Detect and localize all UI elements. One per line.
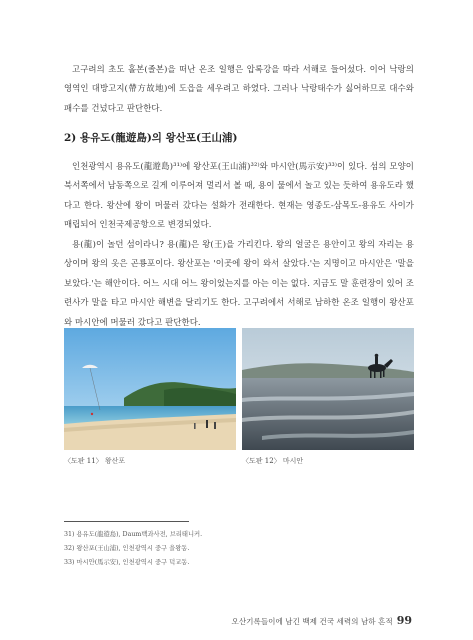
figure-title: 왕산포 bbox=[104, 457, 126, 465]
footnote-31: 31) 용유도(龍遊島), Daum백과사전, 브리태니커. bbox=[64, 531, 203, 538]
paragraph-dragon: 용(龍)이 놀던 섬이라니? 용(龍)은 왕(王)을 가리킨다. 왕의 얼굴은 용안이고 왕의 자리는 용상이며 왕의 옷은 곤룡포이다. 왕산포는 '이곳에 왕이 와서 살았다.'는 지명이고 마시안은 '말을 보았다.'는 해안이다. 어느 시대 어느 왕이었는지를 아는 이는 없다. 지금도 말 훈련장이 있어 조련사가 말을 타고 마시안 해변을 달리기도 한다. 고구려에서 서해로 남하한 온조 일행이 왕산포와 마시안에 머물러 갔다고 판단한다. bbox=[64, 239, 414, 327]
paragraph-intro: 고구려의 초도 홀본(졸본)을 떠난 온조 일행은 압록강을 따라 서해로 들어섰다. 이어 낙랑의 영역인 대방고지(帶方故地)에 도읍을 세우려고 하였다. 그러나 낙랑태수가 싫어하므로 대수와 패수를 건넜다고 판단한다. bbox=[64, 64, 414, 113]
footnote-32: 32) 왕산포(王山浦), 인천광역시 중구 을왕동. bbox=[64, 545, 190, 552]
page-number: 99 bbox=[396, 614, 412, 627]
beach-photo-illustration bbox=[64, 328, 236, 450]
footnote-divider bbox=[64, 521, 189, 522]
figure-number: 〈도판 12〉 bbox=[242, 457, 281, 465]
figure-caption-11 bbox=[64, 456, 125, 466]
figure-caption-12 bbox=[242, 456, 303, 466]
photo-masian bbox=[242, 328, 414, 450]
photo-wangsanpo bbox=[64, 328, 236, 450]
figure-title: 마시안 bbox=[282, 457, 304, 465]
footnote-33: 33) 마시안(馬示安), 인천광역시 중구 덕교동. bbox=[64, 559, 190, 566]
footer-title: 오산기록들이에 남긴 백제 건국 세력의 남하 흔적 bbox=[231, 617, 393, 626]
footnotes bbox=[64, 528, 202, 570]
horse-beach-illustration bbox=[242, 328, 414, 450]
section-heading: 2) 용유도(龍遊島)의 왕산포(王山浦) bbox=[64, 132, 238, 144]
page-footer bbox=[231, 614, 412, 627]
paragraph-yongyudo: 인천광역시 용유도(龍遊島)³¹⁾에 왕산포(王山浦)³²⁾와 마시안(馬示安)³³⁾이 있다. 섬의 모양이 북서쪽에서 남동쪽으로 길게 이루어져 멀리서 볼 때, 용이 물에서 놀고 있는 듯하여 용유도라 했다고 한다. 왕산에 왕이 머물러 갔다는 설화가 전래한다. 현재는 영종도-삼목도-용유도 사이가 매립되어 인천국제공항으로 변경되었다. bbox=[64, 161, 414, 230]
figure-number: 〈도판 11〉 bbox=[64, 457, 103, 465]
